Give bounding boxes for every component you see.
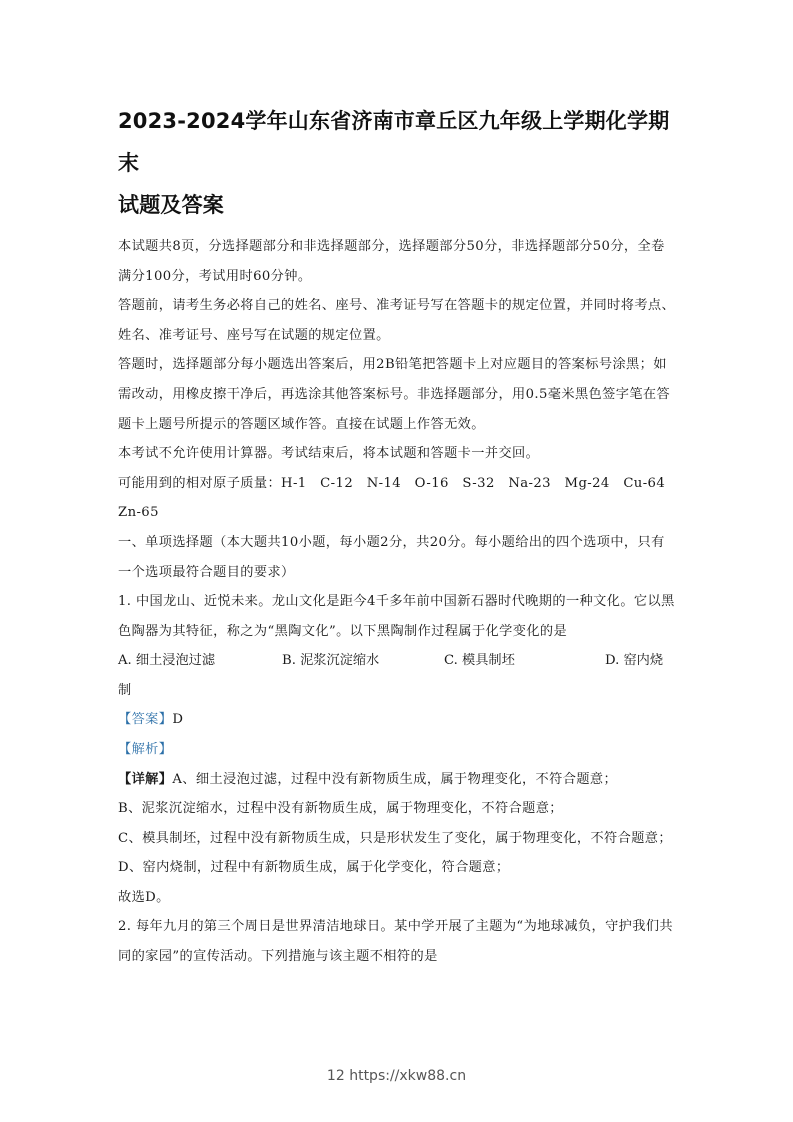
detail-label: 【详解】 [118, 771, 173, 787]
footer-site-link[interactable]: https://xkw88.cn [349, 1068, 467, 1084]
detail-a-text: A、细土浸泡过滤，过程中没有新物质生成，属于物理变化，不符合题意； [172, 771, 618, 787]
page-number: 12 [326, 1068, 345, 1084]
answer-label: 【答案】 [118, 712, 173, 728]
title-line-1: 2023-2024学年山东省济南市章丘区九年级上学期化学期末 [118, 109, 670, 175]
detail-line-a [118, 765, 678, 795]
option-a: A. 细土浸泡过滤 [118, 653, 216, 669]
detail-conclusion: 故选D。 [118, 889, 170, 905]
option-d-wrap: 制 [118, 682, 132, 698]
option-b: B. 泥浆沉淀缩水 [282, 653, 380, 669]
question-2-stem: 2. 每年九月的第三个周日是世界清洁地球日。某中学开展了主题为“为地球减负，守护我们共同的家园”的宣传活动。下列措施与该主题不相符的是 [118, 919, 674, 965]
instruction-pages-scores: 本试题共8页，分选择题部分和非选择题部分，选择题部分50分，非选择题部分50分，全卷满分100分，考试用时60分钟。 [118, 239, 665, 284]
instruction-no-calculator: 本考试不允许使用计算器。考试结束后，将本试题和答题卡一并交回。 [118, 446, 540, 462]
question-1-stem: 1. 中国龙山、近悦未来。龙山文化是距今4千多年前中国新石器时代晚期的一种文化。它以黑色陶器为其特征，称之为“黑陶文化”。以下黑陶制作过程属于化学变化的是 [118, 594, 675, 639]
section-1-heading: 一、单项选择题（本大题共10小题，每小题2分，共20分。每小题给出的四个选项中，只有一个选项最符合题目的要求） [118, 534, 665, 580]
instruction-while-answering: 答题时，选择题部分每小题选出答案后，用2B铅笔把答题卡上对应题目的答案标号涂黑；如需改动，用橡皮擦干净后，再选涂其他答案标号。非选择题部分，用0.5毫米黑色签字笔在答题卡上题号所提示的答题区域作答。直接在试题上作答无效。 [118, 357, 671, 432]
answer-line [118, 705, 678, 735]
question-1-options [118, 646, 678, 705]
page-footer [0, 1068, 793, 1084]
answer-value: D [172, 712, 184, 728]
option-c: C. 模具制坯 [444, 653, 515, 669]
instruction-before-answering: 答题前，请考生务必将自己的姓名、座号、准考证号写在答题卡的规定位置，并同时将考点、姓名、准考证号、座号写在试题的规定位置。 [118, 298, 676, 343]
detail-line-c: C、模具制坯，过程中没有新物质生成，只是形状发生了变化，属于物理变化，不符合题意； [118, 830, 672, 846]
exam-page [118, 100, 678, 972]
relative-atomic-masses: 可能用到的相对原子质量：H-1 C-12 N-14 O-16 S-32 Na-23 Mg-24 Cu-64 Zn-65 [118, 475, 679, 521]
detail-line-b: B、泥浆沉淀缩水，过程中没有新物质生成，属于物理变化，不符合题意； [118, 801, 563, 817]
analysis-line [118, 735, 678, 765]
title-line-2: 试题及答案 [118, 193, 224, 217]
option-d: D. 窑内烧 [605, 653, 664, 669]
detail-line-d: D、窑内烧制，过程中有新物质生成，属于化学变化，符合题意； [118, 860, 510, 876]
analysis-label: 【解析】 [118, 741, 173, 757]
document-title [118, 100, 678, 226]
